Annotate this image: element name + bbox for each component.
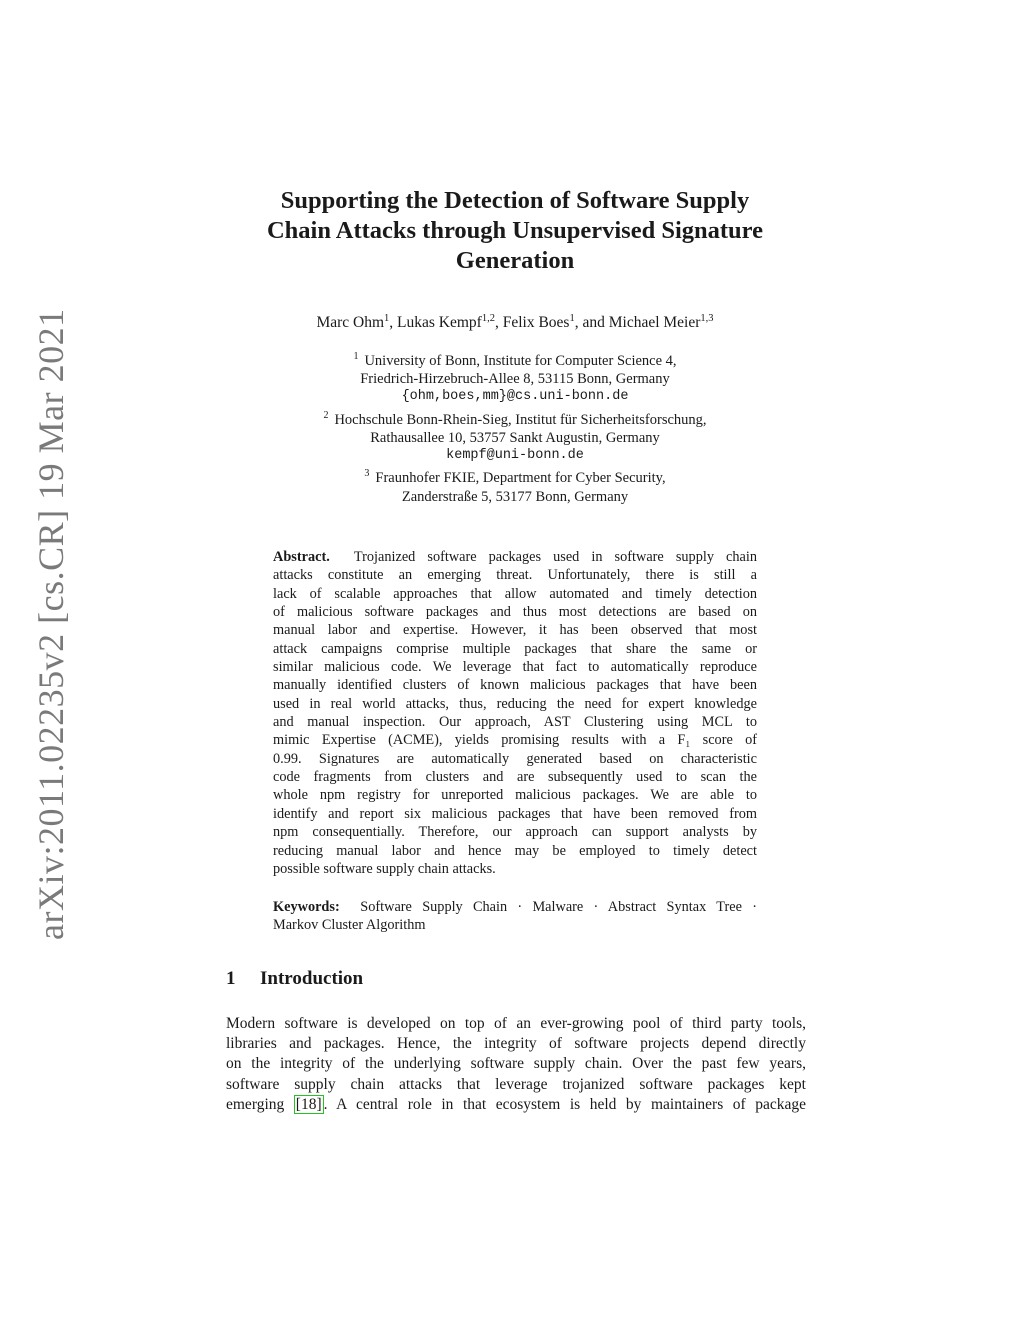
paper-title: [215, 186, 815, 276]
affiliation-text: Hochschule Bonn-Rhein-Sieg, Institut für Sicherheitsforschung,: [334, 411, 707, 428]
affiliation-2-email: kempf@uni-bonn.de: [446, 448, 584, 464]
affiliation-3-line-2: Zanderstraße 5, 53177 Bonn, Germany: [401, 488, 629, 505]
abstract-line: possible software supply chain attacks.: [273, 860, 496, 877]
abstract-line: manual labor and expertise. However, it has been observed that most: [273, 622, 757, 639]
abstract-line: [273, 548, 757, 566]
author-separator: ,: [389, 314, 398, 332]
citation-link[interactable]: [18]: [295, 1095, 322, 1113]
affiliation-number: 3: [364, 468, 370, 480]
author-name: Felix Boes: [502, 314, 570, 332]
title-line-3: Generation: [455, 247, 575, 274]
abstract-line: whole npm registry for unreported malicious packages. We are able to: [273, 787, 757, 804]
introduction-body: [226, 1014, 806, 1115]
abstract-line: of malicious software packages and thus most detections are based on: [273, 604, 757, 621]
abstract-label: Abstract.: [273, 549, 330, 565]
affiliation-number: 1: [353, 351, 359, 362]
body-text: emerging: [226, 1095, 294, 1113]
affiliation-3-line-1: [215, 465, 815, 487]
affiliation-2-line-2: Rathausallee 10, 53757 Sankt Augustin, Germany: [370, 429, 660, 446]
keywords-line-2: Markov Cluster Algorithm: [273, 917, 426, 934]
author-name: Michael Meier: [608, 314, 701, 332]
abstract-line: manually identified clusters of known malicious packages that have been: [273, 677, 757, 694]
body-text: . A central role in that ecosystem is held by maintainers of package: [323, 1095, 806, 1113]
author-separator: , and: [574, 314, 609, 332]
keywords-label: Keywords:: [273, 899, 340, 915]
body-line: libraries and packages. Hence, the integrity of software projects depend directly: [226, 1035, 806, 1053]
affiliation-1-line-2: Friedrich-Hirzebruch-Allee 8, 53115 Bonn, Germany: [360, 371, 670, 388]
affiliation-2-line-1: [215, 407, 815, 429]
abstract-line: mimic Expertise (ACME), yields promising results with a F₁ score of: [273, 732, 757, 749]
author-affil-mark: 1,3: [700, 313, 714, 324]
affiliation-text: University of Bonn, Institute for Computer Science 4,: [364, 352, 677, 369]
title-line-1: Supporting the Detection of Software Supply: [280, 187, 750, 214]
abstract-line: attacks constitute an emerging threat. Unfortunately, there is still a: [273, 567, 757, 584]
body-line: Modern software is developed on top of an ever-growing pool of third party tools,: [226, 1015, 806, 1032]
abstract-line-text: Trojanized software packages used in software supply chain: [353, 549, 757, 565]
section-heading: [226, 968, 363, 990]
abstract-line: attack campaigns comprise multiple packages that share the same or: [273, 640, 757, 657]
abstract-line: reducing manual labor and hence may be employed to timely detect: [273, 842, 757, 859]
keywords: [273, 898, 757, 935]
author-name: Marc Ohm: [316, 314, 385, 332]
arxiv-identifier: arXiv:2011.02235v2 [cs.CR] 19 Mar 2021: [31, 308, 71, 940]
author-separator: ,: [494, 314, 503, 332]
abstract: [273, 548, 757, 878]
body-line: software supply chain attacks that leverage trojanized software packages kept: [226, 1075, 806, 1093]
section-number: 1: [226, 968, 236, 989]
section-title: Introduction: [260, 968, 364, 989]
author-affil-mark: 1,2: [481, 313, 495, 324]
keywords-line-1: [273, 898, 757, 916]
abstract-line: similar malicious code. We leverage that fact to automatically reproduce: [273, 659, 757, 676]
affiliation-text: Fraunhofer FKIE, Department for Cyber Security,: [375, 470, 666, 487]
affiliation-number: 2: [323, 409, 329, 421]
keywords-text: Software Supply Chain · Malware · Abstract Syntax Tree ·: [360, 899, 757, 915]
abstract-line: npm consequentially. Therefore, our approach can support analysts by: [273, 824, 757, 841]
abstract-line: code fragments from clusters and are subsequently used to scan the: [273, 769, 757, 786]
author-affil-mark: 1: [384, 313, 390, 324]
affiliation-1-line-1: [215, 348, 815, 370]
abstract-line: identify and report six malicious packages that have been removed from: [273, 805, 757, 822]
author-list: [215, 313, 815, 332]
abstract-line: 0.99. Signatures are automatically generated based on characteristic: [273, 750, 757, 767]
author-affil-mark: 1: [569, 313, 575, 324]
affiliation-1-email: {ohm,boes,mm}@cs.uni-bonn.de: [401, 389, 629, 405]
abstract-line: lack of scalable approaches that allow automated and timely detection: [273, 585, 757, 602]
author-name: Lukas Kempf: [397, 314, 482, 332]
body-line: on the integrity of the underlying software supply chain. Over the past few years,: [226, 1055, 806, 1073]
title-line-2: Chain Attacks through Unsupervised Signature: [266, 217, 763, 244]
abstract-line: and manual inspection. Our approach, AST Clustering using MCL to: [273, 714, 757, 731]
abstract-line: used in real world attacks, thus, reducing the need for expert knowledge: [273, 695, 757, 712]
body-line: [226, 1095, 806, 1115]
affiliations: [215, 348, 815, 506]
